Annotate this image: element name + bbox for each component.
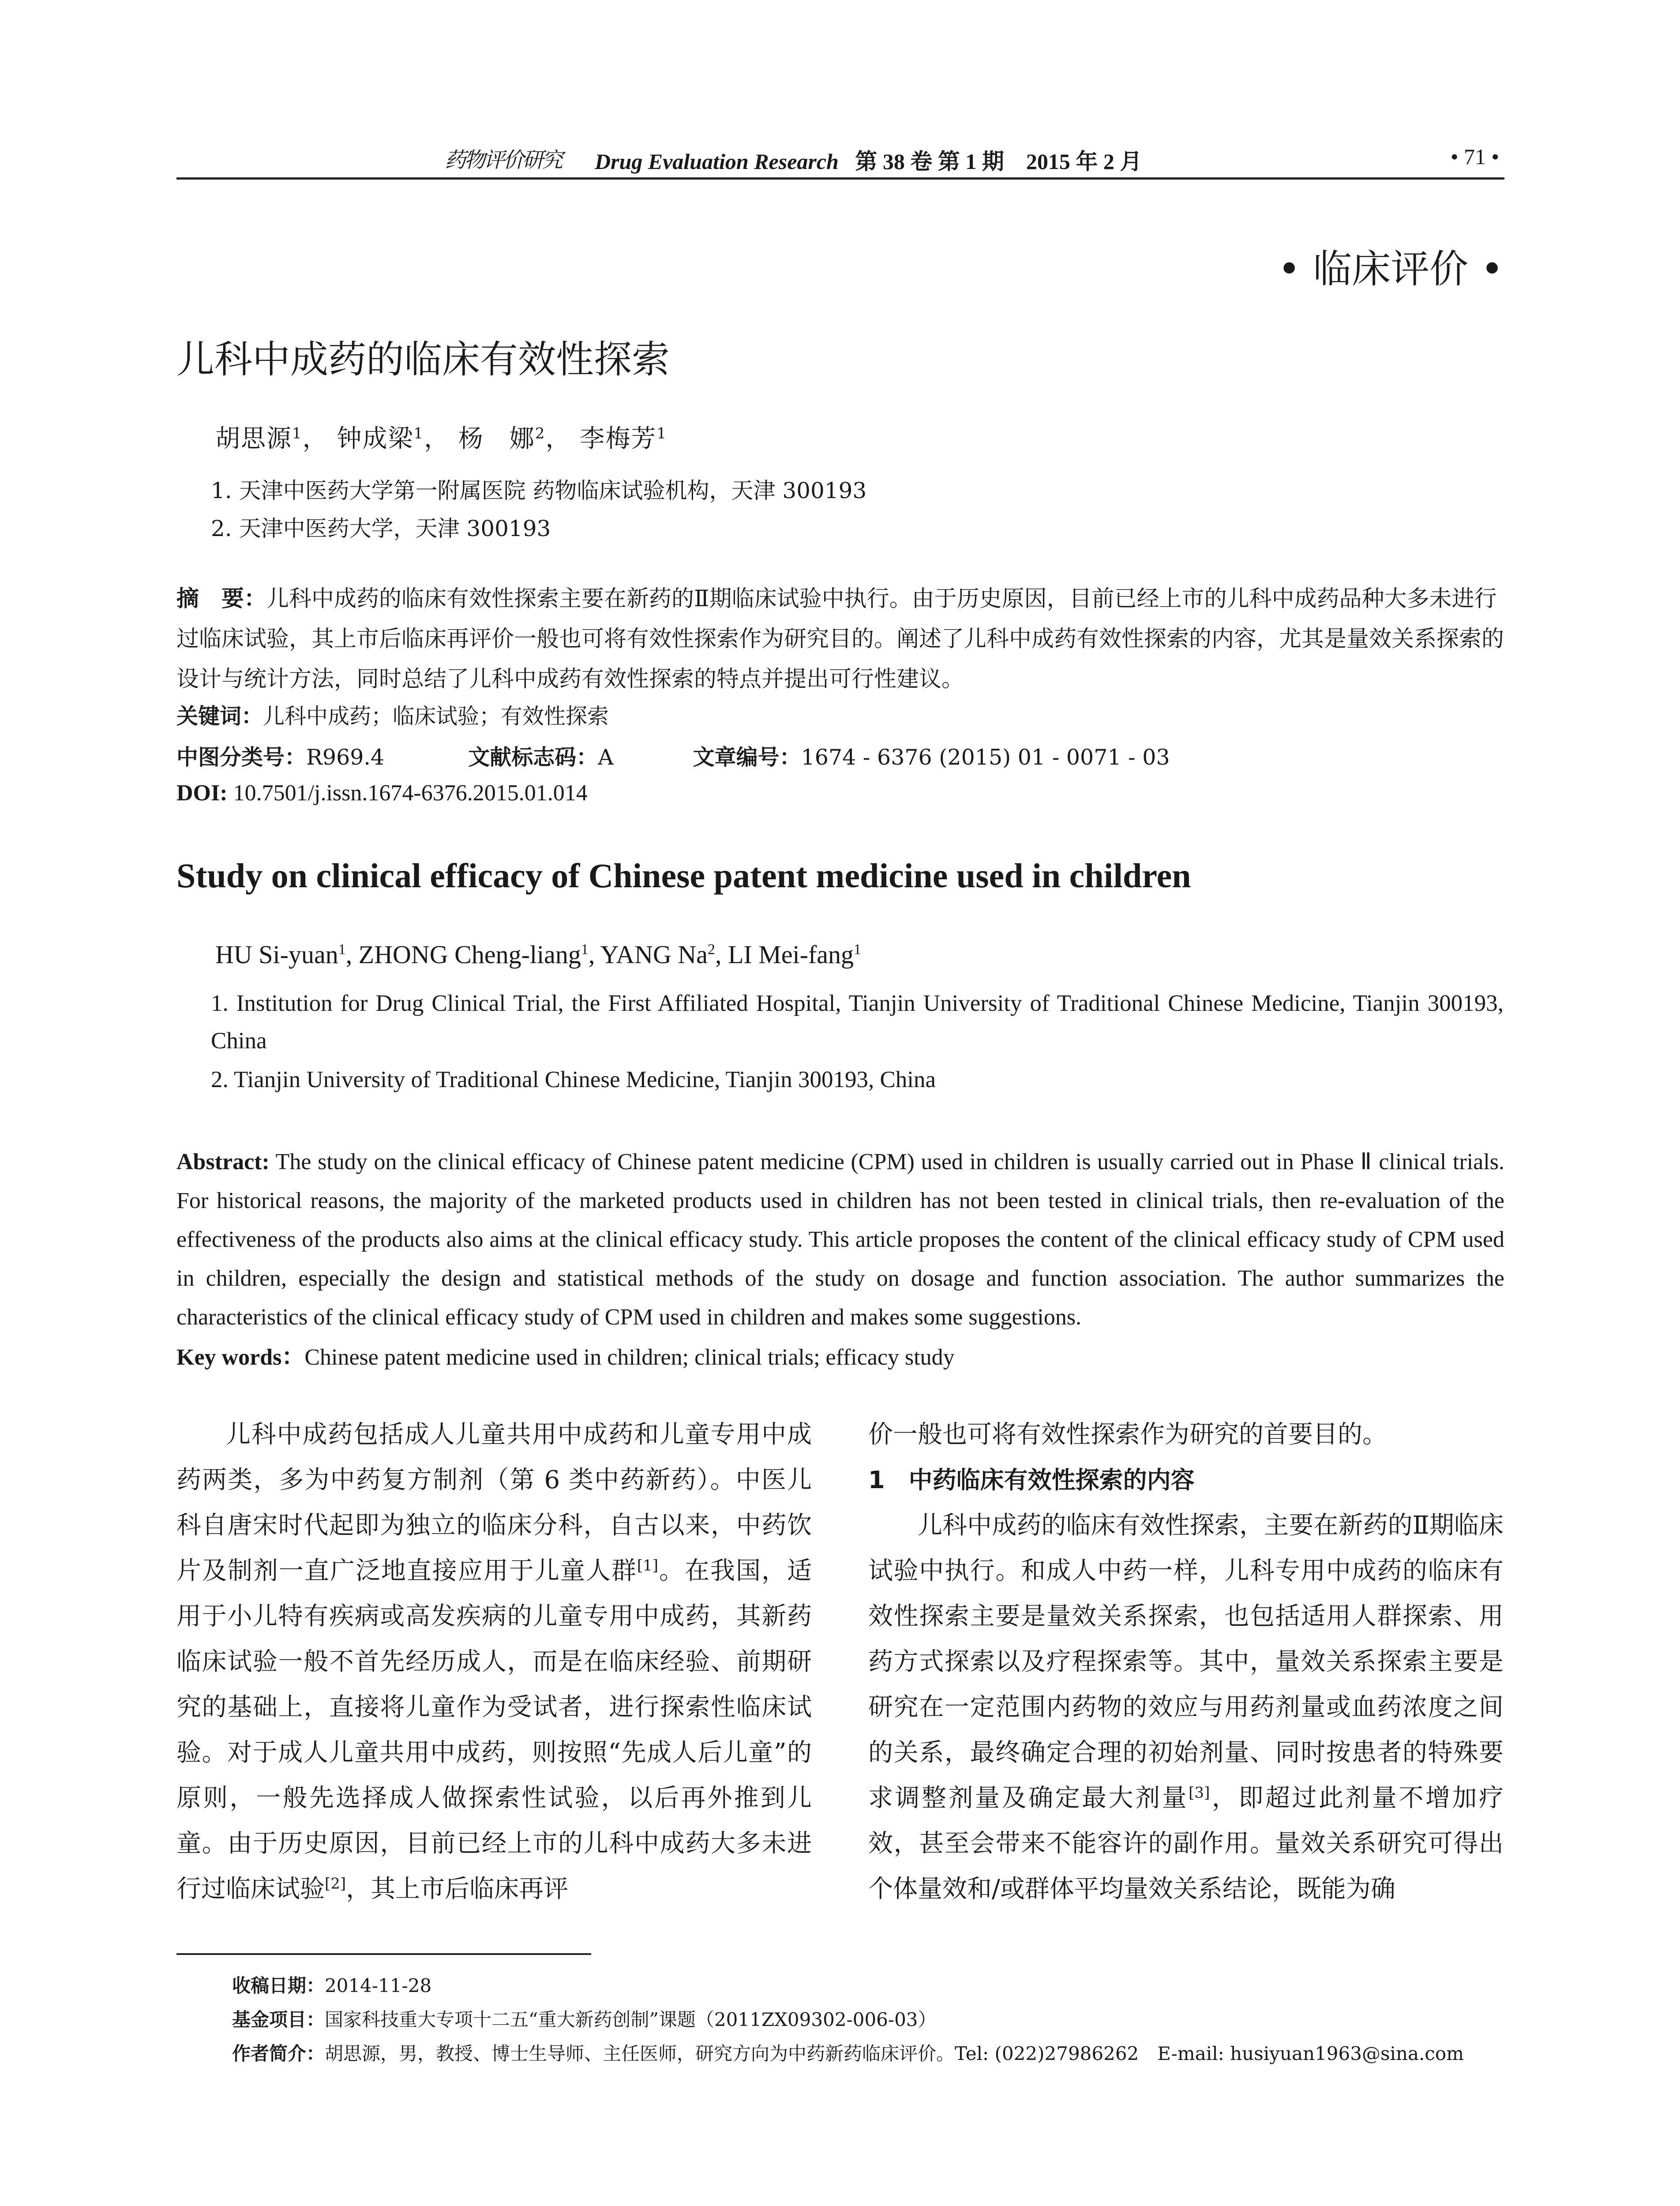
body-paragraph: 价一般也可将有效性探索作为研究的首要目的。	[868, 1420, 1387, 1449]
author-name: 钟成梁	[337, 424, 414, 453]
doc-code-label: 文献标志码：	[468, 745, 598, 770]
author-affiliation-mark: 1	[656, 424, 667, 443]
authors-cn: 胡思源$^1$， 钟成梁$^1$， 杨 娜$^2$， 李梅芳$^1$	[215, 424, 667, 453]
article-number-label: 文章编号：	[693, 745, 801, 770]
author-name-en: YANG Na	[600, 940, 708, 969]
journal-name-en: Drug Evaluation Research	[595, 149, 839, 174]
footnote-label: 作者简介：	[232, 2043, 325, 2064]
article-number-value: 1674 - 6376 (2015) 01 - 0071 - 03	[801, 745, 1170, 770]
author-name: 李梅芳	[580, 424, 657, 453]
footnote-text: 胡思源，男，教授、博士生导师、主任医师，研究方向为中药新药临床评价。Tel: (022)27986262 E-mail: husiyuan1963@sina.com	[325, 2043, 1464, 2064]
author-name-en: LI Mei-fang	[728, 940, 854, 969]
journal-logo: 药物评价研究	[445, 148, 562, 173]
body-text: 儿科中成药包括成人儿童共用中成药和儿童专用中成药两类，多为中药复方制剂（第 6 类中药新药）。中医儿科自唐宋时代起即为独立的临床分科，自古以来，中药饮片及制剂一直广泛地直接应用于儿童人群	[176, 1420, 812, 1585]
keywords-en-label: Key words：	[176, 1345, 305, 1370]
doc-code-value: A	[598, 745, 614, 770]
body-paragraph	[176, 1412, 812, 1912]
author-affiliation-mark: 2	[535, 424, 546, 443]
section-heading: 1 中药临床有效性探索的内容	[868, 1466, 1195, 1494]
footnote-author	[232, 2039, 1464, 2066]
keywords-en-text: Chinese patent medicine used in children; clinical trials; efficacy study	[304, 1345, 955, 1370]
clc-label: 中图分类号：	[176, 745, 307, 770]
author-name: 胡思源	[215, 424, 292, 453]
journal-header	[595, 144, 1142, 176]
page-number: • 71 •	[1450, 144, 1499, 169]
affiliation-cn: 2. 天津中医药大学，天津 300193	[211, 516, 551, 541]
footnote-fund	[232, 2005, 937, 2032]
author-affiliation-mark: 1	[292, 424, 303, 443]
header-rule	[176, 177, 1504, 180]
keywords-cn-text: 儿科中成药；临床试验；有效性探索	[263, 704, 609, 729]
footnote-text: 国家科技重大专项十二五“重大新药创制”课题（2011ZX09302-006-03）	[325, 2009, 937, 2030]
body-column-right	[868, 1412, 1504, 1912]
title-cn: 儿科中成药的临床有效性探索	[176, 338, 670, 382]
journal-issue: 第 38 卷 第 1 期 2015 年 2 月	[855, 149, 1142, 174]
footnote-received	[232, 1971, 431, 1998]
classification-row	[176, 740, 1504, 771]
author-name: 杨 娜	[458, 424, 535, 453]
affiliation-cn: 1. 天津中医药大学第一附属医院 药物临床试验机构，天津 300193	[211, 478, 867, 503]
author-affiliation-mark: 2	[708, 941, 715, 958]
author-name-en: ZHONG Cheng-liang	[358, 940, 581, 969]
doi-value: 10.7501/j.issn.1674-6376.2015.01.014	[233, 780, 588, 806]
body-text: 儿科中成药的临床有效性探索，主要在新药的Ⅱ期临床试验中执行。和成人中药一样，儿科专用中成药的临床有效性探索主要是量效关系探索，也包括适用人群探索、用药方式探索以及疗程探索等。其中，量效关系探索主要是研究在一定范围内药物的效应与用药剂量或血药浓度之间的关系，最终确定合理的初始剂量、同时按患者的特殊要求调整剂量及确定最大剂量	[868, 1511, 1504, 1812]
doi-label: DOI:	[176, 780, 228, 806]
abstract-en-label: Abstract:	[176, 1149, 270, 1174]
body-text: ，即超过此剂量不增加疗效，甚至会带来不能容许的副作用。量效关系研究可得出个体量效和/或群体平均量效关系结论，既能为确	[868, 1784, 1504, 1903]
author-affiliation-mark: 1	[581, 941, 589, 958]
footnote-label: 收稿日期：	[232, 1975, 325, 1996]
abstract-cn-label: 摘 要：	[176, 586, 267, 612]
doi-row	[176, 780, 588, 806]
citation: [1]	[637, 1557, 659, 1575]
abstract-cn	[176, 579, 1504, 699]
running-header	[176, 141, 1504, 181]
abstract-en	[176, 1143, 1504, 1337]
affiliation-en: 1. Institution for Drug Clinical Trial, the First Affiliated Hospital, Tianjin University of Traditional Chinese Medicine, Tianjin 300193, China	[211, 990, 1504, 1054]
keywords-cn	[176, 699, 609, 730]
citation: [2]	[325, 1875, 346, 1893]
section-label: • 临床评价 •	[1278, 246, 1504, 292]
affiliation-en: 2. Tianjin University of Traditional Chinese Medicine, Tianjin 300193, China	[211, 1067, 936, 1092]
footnote-text: 2014-11-28	[325, 1975, 432, 1996]
author-affiliation-mark: 1	[413, 424, 424, 443]
keywords-cn-label: 关键词：	[176, 704, 263, 729]
body-column-left	[176, 1412, 812, 1912]
author-affiliation-mark: 1	[854, 941, 862, 958]
body-text: ，其上市后临床再评	[346, 1875, 569, 1903]
author-affiliation-mark: 1	[338, 941, 346, 958]
body-text: 。在我国，适用于小儿特有疾病或高发疾病的儿童专用中成药，其新药临床试验一般不首先经历成人，而是在临床经验、前期研究的基础上，直接将儿童作为受试者，进行探索性临床试验。对于成人儿童共用中成药，则按照“先成人后儿童”的原则，一般先选择成人做探索性试验，以后再外推到儿童。由于历史原因，目前已经上市的儿科中成药大多未进行过临床试验	[176, 1557, 812, 1903]
title-en: Study on clinical efficacy of Chinese patent medicine used in children	[176, 856, 1191, 895]
footnote-label: 基金项目：	[232, 2009, 325, 2030]
citation: [3]	[1189, 1784, 1210, 1802]
authors-en: HU Si-yuan$^1$, ZHONG Cheng-liang$^1$, YANG Na$^2$, LI Mei-fang$^1$	[215, 940, 862, 969]
author-name-en: HU Si-yuan	[215, 940, 338, 969]
footnote-rule	[176, 1953, 591, 1955]
clc-value: R969.4	[306, 745, 385, 770]
abstract-en-text: The study on the clinical efficacy of Chinese patent medicine (CPM) used in children is usually carried out in Phase Ⅱ clinical trials. For historical reasons, the majority of the marketed products used in children has not been tested in clinical trials, then re-evaluation of the effectiveness of the products also aims at the clinical efficacy study. This article proposes the content of the clinical efficacy study of CPM used in children, especially the design and statistical methods of the study on dosage and function association. The author summarizes the characteristics of the clinical efficacy study of CPM used in children and makes some suggestions.	[176, 1149, 1505, 1330]
abstract-cn-text: 儿科中成药的临床有效性探索主要在新药的Ⅱ期临床试验中执行。由于历史原因，目前已经上市的儿科中成药品种大多未进行过临床试验，其上市后临床再评价一般也可将有效性探索作为研究目的。阐述了儿科中成药有效性探索的内容，尤其是量效关系探索的设计与统计方法，同时总结了儿科中成药有效性探索的特点并提出可行性建议。	[176, 586, 1504, 692]
keywords-en	[176, 1338, 955, 1371]
body-paragraph	[868, 1503, 1504, 1912]
